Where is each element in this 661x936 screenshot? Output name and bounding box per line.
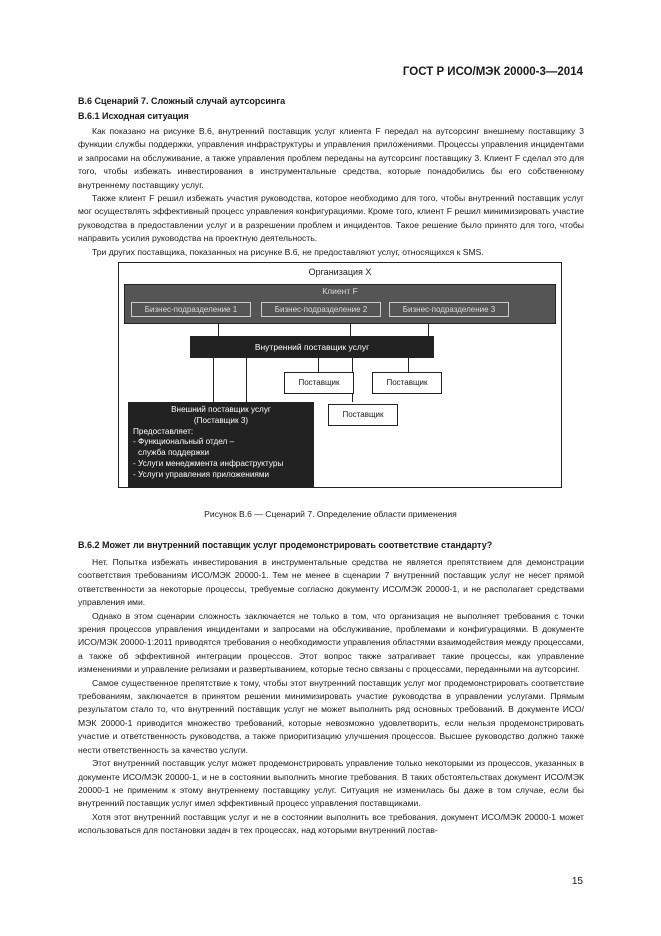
external-provider-title: Внешний поставщик услуг <box>171 405 271 414</box>
business-unit-2: Бизнес-подразделение 2 <box>261 302 381 317</box>
section-b6-title: В.6 Сценарий 7. Сложный случай аутсорсинга <box>78 96 286 106</box>
document-header: ГОСТ Р ИСО/МЭК 20000-3—2014 <box>402 66 583 78</box>
paragraph: Хотя этот внутренний поставщик услуг и не в состоянии выполнить все требования, документ ИСО/МЭК 20000-1 может использоваться для постановки задач в тех процессах, над которыми внутренний постав- <box>78 811 584 836</box>
internal-provider-box: Внутренний поставщик услуг <box>190 336 434 358</box>
paragraph: Как показано на рисунке В.6, внутренний поставщик услуг клиента F передал на аутсорсинг внешнему поставщику 3 функции службы поддержки, управления инфраструктуры и управления приложениями. Процессы управления инцидентами и запросами на обслуживание, а также управления проблем переданы на аутсорсинг поставщику 3. Клиент F сделал это для того, чтобы избежать инвестирования в инструментальные средства, которые понадобились бы его собственному внутреннему поставщику услуг. <box>78 126 584 190</box>
supplier-box-3: Поставщик <box>328 404 398 426</box>
page-number: 15 <box>571 876 583 887</box>
connector-line <box>408 358 409 372</box>
paragraph: Однако в этом сценарии сложность заключается не только в том, что организация не выполняет требования с точки зрения процессов управления инцидентами и запросами на обслуживание, проблемами и конфигурациями. В документе ИСО/МЭК 20000-1:2011 приводятся требования о необходимости управления областями взаимодействия между процессами, а также об эффективной интеграции процессов. Этот вопрос также затрагивает такие процессы, как управление изменениями и управление релизами и развертыванием, которые тесно связаны с процессами, переданными на аутсорсинг. <box>78 610 584 675</box>
external-provider-subtitle: (Поставщик 3) <box>193 415 249 425</box>
paragraph: Также клиент F решил избежать участия руководства, которое необходимо для того, чтобы внутренний поставщик услуг мог осуществлять эффективный процесс управления конфигурациями. Кроме того, клиент F решил минимизировать участие руководства в предоставлении услуг и в разрешении проблем и инцидентов. Такое решение было принято для того, чтобы направить усилия руководства на проектную деятельность. <box>78 193 584 244</box>
external-provider-box <box>128 402 314 488</box>
service-item: - Услуги менеджмента инфраструктуры <box>133 458 284 468</box>
business-unit-1: Бизнес-подразделение 1 <box>131 302 251 317</box>
service-item: - Функциональный отдел – <box>133 437 235 447</box>
business-unit-3: Бизнес-подразделение 3 <box>389 302 509 317</box>
figure-caption: Рисунок В.6 — Сценарий 7. Определение области применения <box>204 509 457 519</box>
supplier-box-1: Поставщик <box>284 372 354 394</box>
client-box <box>124 284 556 324</box>
client-title: Клиент F <box>322 286 358 296</box>
paragraph: Нет. Попытка избежать инвестирования в инструментальные средства не является препятствием для демонстрации соответствия требованиям ИСО/МЭК 20000-1. Тем не менее в сценарии 7 внутренний поставщик услуг не несет прямой ответственности за некоторые процессы, требуемые согласно документу ИСО/МЭК 20000-1, и не располагает средствами управления ими. <box>78 557 584 608</box>
connector-line <box>350 324 351 336</box>
answer-paragraphs <box>78 556 584 838</box>
connector-line <box>218 324 219 336</box>
section-b61-title: В.6.1 Исходная ситуация <box>78 111 189 121</box>
provides-label: Предоставляет: <box>133 426 194 436</box>
connector-line <box>213 358 214 402</box>
paragraph: Самое существенное препятствие к тому, чтобы этот внутренний поставщик услуг мог продемонстрировать соответствие требованиям, заключается в принятом решении минимизировать участие руководства в управлении услугами. Прямым результатом стало то, что внутренний поставщик услуг не может выполнить ряд основных требований. В документе ИСО/МЭК 20000-1 приводится множество требований, которые невозможно удовлетворить, если нельзя продемонстрировать участие и ответственность руководства, а также приоритизацию улучшения процессов. Высшее руководство должно также нести ответственность за качество услуги. <box>78 677 584 755</box>
connector-line <box>428 324 429 336</box>
paragraph: Три других поставщика, показанных на рисунке В.6, не предоставляют услуг, относящихся к SMS. <box>92 246 484 257</box>
supplier-box-2: Поставщик <box>372 372 442 394</box>
paragraph: Этот внутренний поставщик услуг может продемонстрировать управление только некоторыми из процессов, указанных в документе ИСО/МЭК 20000-1, и не в состоянии выполнить многие требования. В таких обстоятельствах документ ИСО/МЭК 20000-1 не применим к этому внутреннему поставщику услуг. Ситуация не изменилась бы даже в том случае, если бы внутренний поставщик услуг имел эффективный процесс управления поставщиками. <box>78 758 584 809</box>
organization-title: Организация X <box>308 267 372 277</box>
service-item: - Услуги управления приложениями <box>133 469 270 479</box>
intro-paragraphs <box>78 125 584 259</box>
figure-b6 <box>118 262 562 488</box>
connector-line <box>246 358 247 402</box>
service-item: служба поддержки <box>138 448 210 458</box>
section-b62-title: В.6.2 Может ли внутренний поставщик услуг продемонстрировать соответствие стандарту? <box>78 540 493 550</box>
connector-line <box>318 358 319 372</box>
